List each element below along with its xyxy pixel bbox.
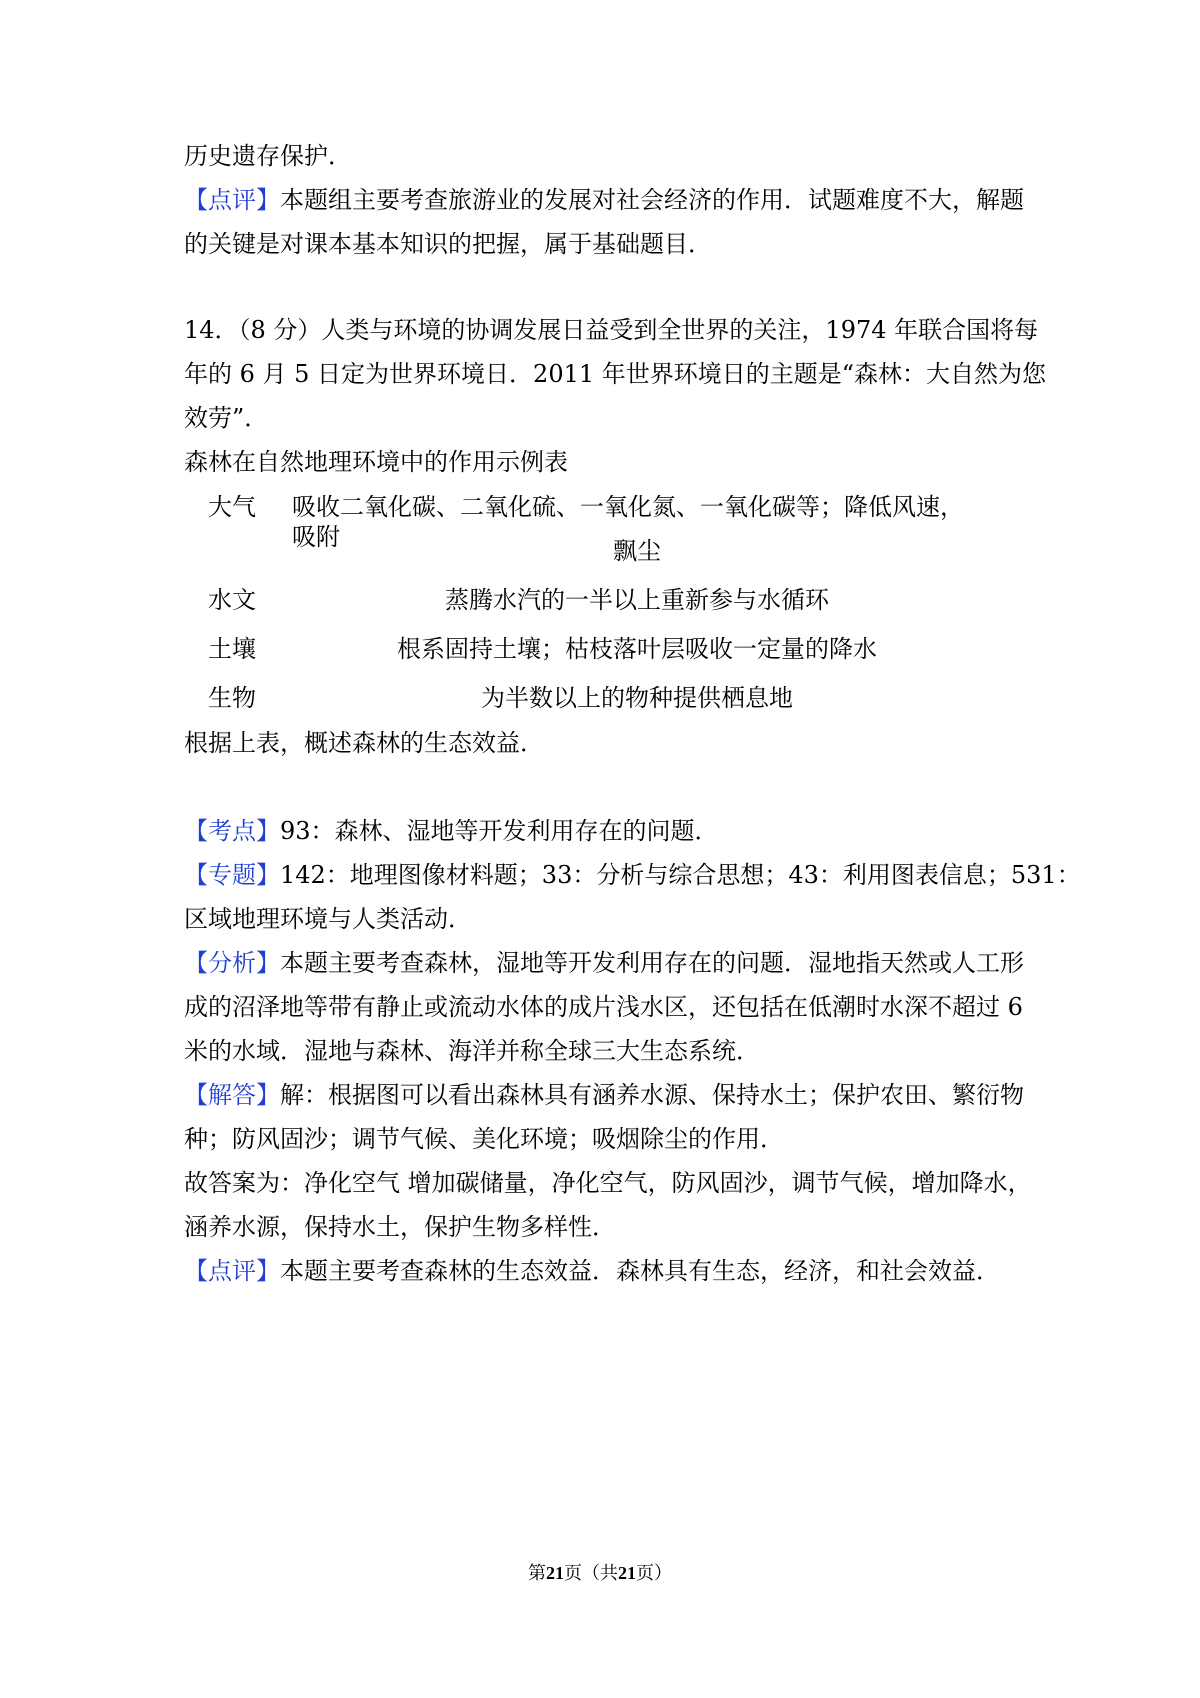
question-line-1: 14．（8 分）人类与环境的协调发展日益受到全世界的关注，1974 年联合国将每 [184, 316, 1039, 344]
table-value: 根系固持土壤；枯枝落叶层吸收一定量的降水 [397, 635, 877, 663]
zhuanti-line-1 [184, 860, 1081, 890]
table-key: 土壤 [208, 635, 256, 663]
zhuanti-tag: 【专题】 [184, 861, 280, 889]
zhuanti-text: 142：地理图像材料题；33：分析与综合思想；43：利用图表信息；531： [280, 861, 1081, 889]
table-value: 为半数以上的物种提供栖息地 [481, 684, 793, 712]
jieda-line-1 [184, 1080, 1024, 1110]
prev-comment-line-1 [184, 185, 1024, 215]
answer-line-1: 故答案为：净化空气 增加碳储量，净化空气，防风固沙，调节气候，增加降水， [184, 1169, 1032, 1197]
question-line-2: 年的 6 月 5 日定为世界环境日．2011 年世界环境日的主题是“森林：大自然为您 [184, 360, 1047, 388]
fenxi-text: 本题主要考查森林，湿地等开发利用存在的问题．湿地指天然或人工形 [280, 949, 1024, 977]
page-number: 21 [546, 1563, 564, 1583]
table-value: 吸收二氧化碳、二氧化硫、一氧化氮、一氧化碳等；降低风速，吸附 [292, 493, 964, 551]
footer-suffix: 页） [636, 1563, 672, 1584]
dianping-text: 本题主要考查森林的生态效益．森林具有生态，经济，和社会效益． [280, 1257, 1000, 1285]
fenxi-line-3: 米的水域．湿地与森林、海洋并称全球三大生态系统． [184, 1037, 760, 1065]
table-title: 森林在自然地理环境中的作用示例表 [184, 448, 568, 476]
question-prompt: 根据上表，概述森林的生态效益． [184, 729, 544, 757]
table-key: 大气 [208, 493, 256, 521]
jieda-text: 解：根据图可以看出森林具有涵养水源、保持水土；保护农田、繁衍物 [280, 1081, 1024, 1109]
jieda-tag: 【解答】 [184, 1081, 280, 1109]
fenxi-tag: 【分析】 [184, 949, 280, 977]
table-value: 蒸腾水汽的一半以上重新参与水循环 [445, 586, 829, 614]
answer-line-2: 涵养水源，保持水土，保护生物多样性． [184, 1213, 616, 1241]
prev-comment-line-2: 的关键是对课本基本知识的把握，属于基础题目． [184, 230, 712, 258]
fenxi-line-2: 成的沼泽地等带有静止或流动水体的成片浅水区，还包括在低潮时水深不超过 6 [184, 993, 1023, 1021]
kaodian-tag: 【考点】 [184, 817, 280, 845]
jieda-line-2: 种；防风固沙；调节气候、美化环境；吸烟除尘的作用． [184, 1125, 784, 1153]
footer-middle: 页（共 [564, 1563, 618, 1584]
comment-tag: 【点评】 [184, 186, 280, 214]
zhuanti-line-2: 区域地理环境与人类活动． [184, 905, 472, 933]
dianping-line [184, 1256, 1000, 1286]
comment-text: 本题组主要考查旅游业的发展对社会经济的作用．试题难度不大，解题 [280, 186, 1024, 214]
table-value: 飘尘 [613, 537, 661, 565]
intro-line: 历史遗存保护． [184, 142, 352, 170]
total-pages: 21 [618, 1563, 636, 1583]
kaodian-line [184, 816, 719, 846]
kaodian-text: 93：森林、湿地等开发利用存在的问题． [280, 817, 719, 845]
question-line-3: 效劳”． [184, 404, 269, 432]
dianping-tag: 【点评】 [184, 1257, 280, 1285]
table-key: 生物 [208, 684, 256, 712]
table-key: 水文 [208, 586, 256, 614]
footer-prefix: 第 [528, 1563, 546, 1584]
fenxi-line-1 [184, 948, 1024, 978]
page-footer [0, 1562, 1200, 1585]
